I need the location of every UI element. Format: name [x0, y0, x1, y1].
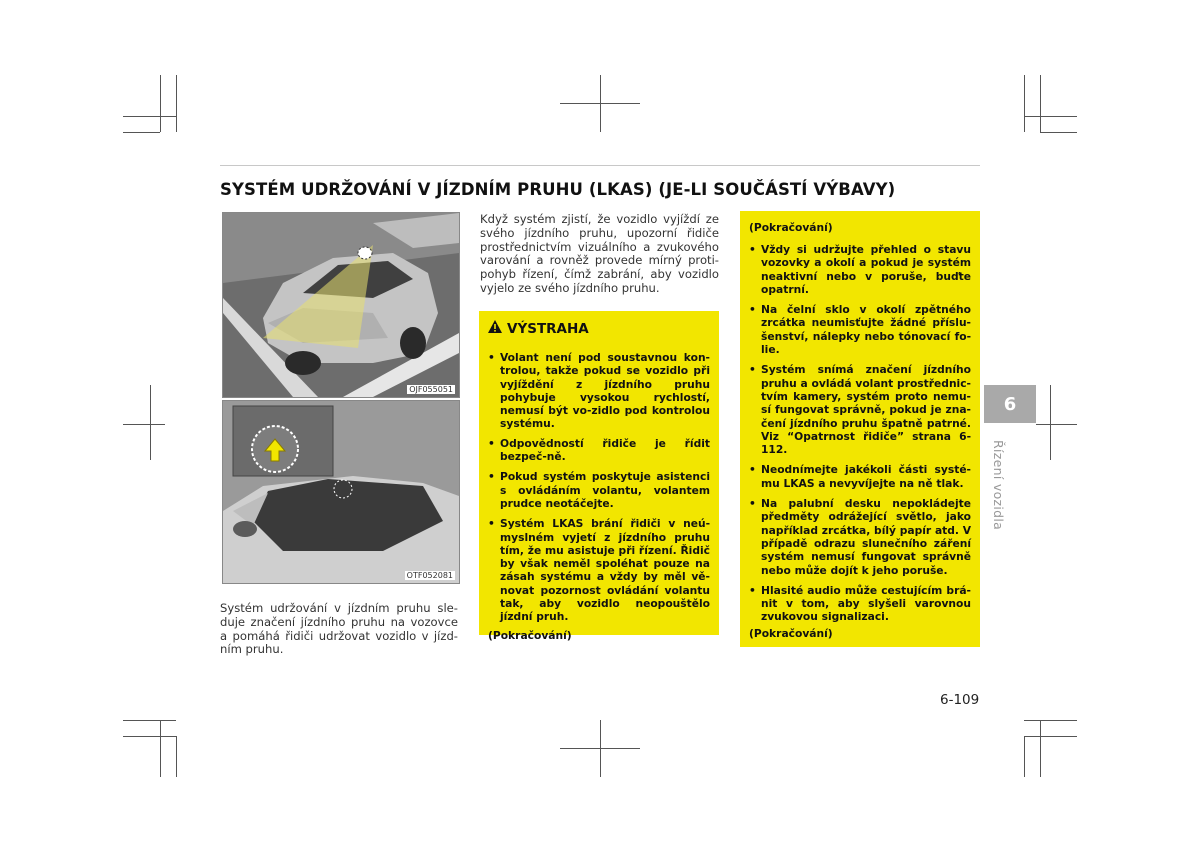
image-code: OJF055051 [409, 385, 453, 394]
list-item: • Pokud systém poskytuje asistenci s ovládáním volantu, volantem prudce neotáčejte. [488, 470, 710, 510]
warning-box [479, 311, 719, 642]
middle-paragraph: Když systém zjistí, že vozidlo vyjíždí ze svého jízdního pruhu, upozorní řidiče prostřednictvím vizuálního a zvukového varování a rovněž provede mírný proti-pohyb řízení, čímž zabrání, aby vozidlo vyjelo ze svého jízdního pruhu. [480, 212, 719, 295]
warning-triangle-icon [488, 320, 502, 337]
list-item: • Systém snímá značení jízdního pruhu a ovládá volant prostřednic-tvím kamery, systém proto nemu-sí fungovat správně, pokud je zna-čení jízdního pruhu špatně patrné. Viz “Opatrnost řidiče” strana 6-112. [749, 363, 971, 456]
continued-list [749, 243, 971, 624]
continued-note: (Pokračování) [488, 628, 572, 642]
list-item: • Volant není pod soustavnou kon-trolou, takže pokud se vozidlo při vyjíždění z jízdního pruhu pohybuje vysokou rychlostí, nemusí být vo-zidlo pod kontrolou systému. [488, 351, 710, 431]
section-title: SYSTÉM UDRŽOVÁNÍ V JÍZDNÍM PRUHU (LKAS) (JE-LI SOUČÁSTÍ VÝBAVY) [220, 180, 896, 199]
warning-heading [488, 320, 710, 337]
warning-list [488, 351, 710, 624]
continued-note: (Pokračování) [749, 626, 833, 640]
header-rule [220, 165, 980, 166]
list-item: • Na palubní desku nepokládejte předměty odrážející světlo, jako například zrcátka, bílý papír atd. V případě odrazu slunečního záření systém nemusí fungovat správně nebo může dojít k jeho poruše. [749, 497, 971, 577]
image-code: OTF052081 [406, 571, 453, 580]
windshield-camera-illustration [222, 400, 460, 584]
chapter-tab: 6 [984, 385, 1036, 423]
list-item: • Hlasité audio může cestujícím brá-nit v tom, aby slyšeli varovnou zvukovou signalizaci. [749, 584, 971, 624]
page-number: 6-109 [940, 692, 980, 708]
list-item: • Systém LKAS brání řidiči v neú-myslném vyjetí z jízdního pruhu tím, že mu asistuje při řízení. Řidič by však neměl spoléhat pouze na zásah systému a vždy by měl vě-novat pozornost ovládání volantu tak, aby vozidlo neopouštělo jízdní pruh. [488, 517, 710, 623]
warning-title: VÝSTRAHA [507, 320, 589, 337]
list-item: • Na čelní sklo v okolí zpětného zrcátka neumisťujte žádné příslu-šenství, nálepky nebo tónovací fo-lie. [749, 303, 971, 356]
list-item: • Vždy si udržujte přehled o stavu vozovky a okolí a pokud je systém neaktivní nebo v poruše, buďte opatrní. [749, 243, 971, 296]
chapter-side-label: Řízení vozidla [991, 440, 1006, 531]
lkas-car-illustration [222, 212, 460, 398]
list-item: • Odpovědností řidiče je řídit bezpeč-ně. [488, 437, 710, 464]
left-caption: Systém udržování v jízdním pruhu sle-duje značení jízdního pruhu na vozovce a pomáhá řidiči udržovat vozidlo v jízd-ním pruhu. [220, 601, 458, 657]
continued-header: (Pokračování) [749, 221, 833, 234]
list-item: • Neodnímejte jakékoli části systé-mu LKAS a nevyvíjejte na ně tlak. [749, 463, 971, 490]
continued-box [740, 211, 980, 647]
